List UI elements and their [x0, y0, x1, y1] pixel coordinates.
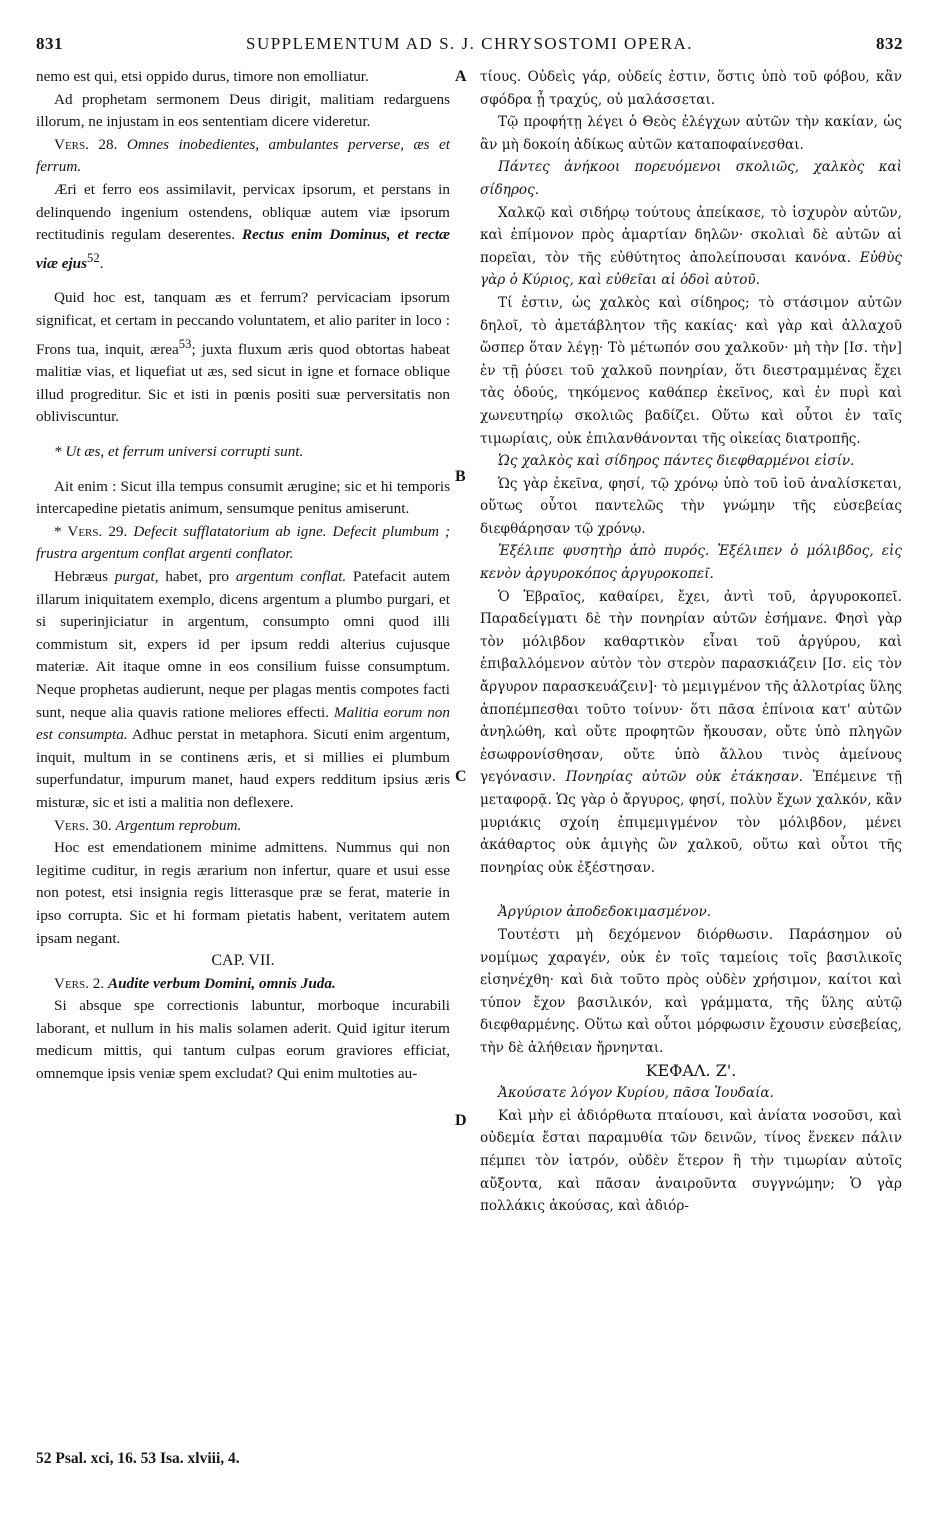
verse-text: Omnes inobedientes, ambulantes perverse, æs et ferrum.	[36, 135, 450, 176]
latin-text: Hebræus	[54, 568, 108, 585]
latin-quotation: Rectus enim Dominus, et rectæ viæ ejus	[36, 226, 451, 272]
greek-verse: Ἀκούσατε λόγον Κυρίου, πᾶσα Ἰουδαία.	[498, 1085, 774, 1102]
greek-verse: Ὡς χαλκὸς καὶ σίδηρος πάντες διεφθαρμένοι εἰσίν.	[498, 453, 855, 470]
running-title: SUPPLEMENTUM AD S. J. CHRYSOSTOMI OPERA.	[246, 34, 693, 53]
latin-italic: argentum conflat.	[235, 568, 347, 585]
latin-verse-heading: * Ut æs, et ferrum universi corrupti sunt.	[54, 443, 304, 461]
latin-column	[36, 66, 450, 1086]
verse-label: Vers. 28.	[54, 135, 118, 153]
footnote-ref: 52	[87, 250, 100, 265]
latin-text: Æri et ferro eos assimilavit, pervicax ipsorum, et perstans in delinquendo ingenium ostendens, obliquæ autem viæ ipsorum rectitudinis regulam deserentes.	[36, 180, 450, 244]
chapter-heading-latin: CAP. VII.	[211, 952, 275, 970]
greek-text: Ἐπέμεινε τῇ μεταφορᾷ. Ὡς γὰρ ὁ ἄργυρος, φησί, πολὺν ἔχων χαλκόν, κἂν μυριάκις σχοίη ἐπιμεμιγμένον τὸν μόλιβδον, μένει ἀκάθαρτος οὐκ ἀμιγὴς ὢν χαλκοῦ, οὕτω καὶ οὗτοι τῆς πονηρίας οὐκ ἐξέστησαν.	[480, 769, 903, 876]
greek-paragraph: Τουτέστι μὴ δεχόμενον διόρθωσιν. Παράσημον οὐ νομίμως χαραγέν, οὐκ ἐν τοῖς ταμείοις τοῖς βασιλικοῖς εἰσηνέχθη· καὶ διὰ τοῦτο πρὸς οὐδὲν χρήσιμον, καίτοι καὶ τύπον ἔχον βασιλικόν, καὶ γράμματα, τῆς ὕλης αὐτῷ διεφθαρμένης. Οὕτω καὶ οὗτοι μόρφωσιν ἔχουσιν εὐσεβείας, τὴν δὲ ἀλήθειαν ἤρνηνται.	[480, 926, 902, 1056]
greek-quotation: Εὐθὺς γὰρ ὁ Κύριος, καὶ εὐθεῖαι αἱ ὁδοὶ αὐτοῦ.	[480, 249, 902, 289]
latin-paragraph: Hoc est emendationem minime admittens. Nummus qui non legitime cuditur, in regis ærarium non infertur, quare et usui esse non potest, etsi insignia regis litterasque præ se ferat, materie in ipso corrupta. Sic et hi formam pietatis habent, veritatem autem ipsam negant.	[36, 839, 450, 947]
page-number-left: 831	[36, 34, 63, 53]
greek-text: Χαλκῷ καὶ σιδήρῳ τούτους ἀπείκασε, τὸ ἰσχυρὸν αὐτῶν, καὶ ἐπίμονον πρὸς ἁμαρτίαν δηλῶν· σκολιαὶ δὲ αὐτῶν αἱ πορεῖαι, τὸν τῆς εὐθύτητος ἀπολείπουσαι κανόνα.	[480, 204, 902, 266]
verse-text: Audite verbum Domini, omnis Juda.	[107, 974, 336, 992]
page-number-right: 832	[876, 34, 903, 53]
greek-column	[480, 66, 902, 1218]
margin-letter-c: C	[455, 768, 467, 785]
greek-paragraph	[480, 586, 902, 880]
verse-label: * Vers. 29.	[54, 522, 128, 540]
greek-paragraph: Τῷ προφήτῃ λέγει ὁ Θεὸς ἐλέγχων αὐτῶν τὴν κακίαν, ὡς ἂν μὴ δοκοίη ἀδίκως αὐτῶν καταποφαίνεσθαι.	[480, 114, 902, 153]
greek-verse: Ἀργύριον ἀποδεδοκιμασμένον.	[498, 904, 712, 921]
latin-text: Patefacit autem illarum iniquitatem exemplo, dicens argentum a plumbo purgari, et si superinjiciatur in argentum, consumpto omni quod illi commistum sit, expers id per ipsum reddi alterius cujusque materiæ. Ait itaque omne in eos consilium fuisse consumptum. Neque prophetas audierunt, neque per plagas mentis compotes facti sunt, neque alia quavis ratione meliores effecti.	[36, 568, 451, 721]
greek-paragraph	[480, 202, 902, 292]
latin-paragraph: Ait enim : Sicut illa tempus consumit ærugine; sic et hi temporis intercapedine pietatis animum, sensumque penitus amiserunt.	[36, 477, 450, 518]
greek-paragraph: Ὡς γὰρ ἐκεῖνα, φησί, τῷ χρόνῳ ὑπὸ τοῦ ἰοῦ ἀναλίσκεται, οὕτως οὗτοι παντελῶς τὴν γνώμην τῆς εὐσεβείας διεφθάρησαν τῷ χρόνῳ.	[480, 475, 902, 537]
greek-verse: Ἐξέλιπε φυσητὴρ ἀπὸ πυρός. Ἐξέλιπεν ὁ μόλιβδος, εἰς κενὸν ἀργυροκόπος ἀργυροκοπεῖ.	[480, 543, 902, 583]
latin-verse-2	[36, 973, 450, 996]
greek-quotation: Πονηρίας αὐτῶν οὐκ ἐτάκησαν.	[565, 769, 803, 786]
verse-label: Vers. 30.	[54, 816, 112, 834]
latin-verse-28	[36, 134, 450, 179]
latin-verse-30	[36, 815, 450, 838]
greek-text: Ὁ Ἑβραῖος, καθαίρει, ἔχει, ἀντὶ τοῦ, ἀργυροκοπεῖ. Παραδείγματι δὲ τὴν πονηρίαν αὐτῶν ἐσήμανε. Φησὶ γὰρ τὸν μόλιβδον καθαρτικὸν εἶναι τοῦ ἀργύρου, καὶ ἐπιβαλλόμενον αὐτὸν τὸν στερὸν παρασκιάζειν [Ισ. εἰς τὸν ἄργυρον παρασκευάζειν]· τὸ μεμιγμένον τῆς ἀλλοτρίας ὕλης ἀποπέμπεσθαι τοῦτο τοίνυν· ὅτι πᾶσα ἐπίνοια κατ' αὐτῶν ἀνηλώθη, καὶ οὔτε προφητῶν ἤκουσαν, οὔτε ὑπὸ πληγῶν ἐσωφρονίσθησαν, οὔτε ὑπὸ ἄλλου τινὸς ἀμείνους γεγόνασιν.	[480, 588, 902, 786]
latin-paragraph	[36, 287, 450, 429]
latin-paragraph: Ad prophetam sermonem Deus dirigit, malitiam redarguens illorum, ne injustam in eos sententiam dicere videretur.	[36, 90, 450, 131]
latin-text: habet, pro	[165, 568, 230, 585]
chapter-heading-greek: ΚΕΦΑΛ. Ζ'.	[645, 1060, 737, 1080]
greek-paragraph: Τί ἐστιν, ὡς χαλκὸς καὶ σίδηρος; τὸ στάσιμον αὐτῶν δηλοῖ, τὸ ἀμετάβλητον τῆς κακίας· καὶ γὰρ καὶ ἀλλαχοῦ ὥσπερ ὅταν λέγῃ· Τὸ μέτωπόν σου χαλκοῦν· μὴ τὴν [Ισ. τὴν] ἐν τῇ ῥύσει τοῦ χαλκοῦ πονηρίαν, ὅτι διεστραμμένας ἔχει τὰς ὁδούς, τηκόμενος καθάπερ ἐκεῖνος, καὶ ἐν πυρὶ καὶ χωνευτηρίῳ σκολιῶς βαδίζει. Οὕτω καὶ οὗτοι ἐν ταῖς τιμωρίαις, οὐκ ἐπιλανθάνονται τῆς οἰκείας διατροπῆς.	[480, 294, 902, 447]
latin-paragraph	[36, 566, 450, 815]
latin-paragraph: nemo est qui, etsi oppido durus, timore non emolliatur.	[36, 68, 369, 85]
margin-letter-a: A	[455, 68, 467, 85]
greek-verse: Πάντες ἀνήκοοι πορευόμενοι σκολιῶς, χαλκὸς καὶ σίδηρος.	[480, 159, 902, 198]
verse-label: Vers. 2.	[54, 974, 105, 992]
greek-paragraph: Καὶ μὴν εἰ ἀδιόρθωτα πταίουσι, καὶ ἀνίατα νοσοῦσι, καὶ οὐδεμία ἔσται παραμυθία τῶν δεινῶν, τίνος ἕνεκεν πάλιν πέμπει τὸν ἰατρόν, οὐδὲν ἕτερον ἢ τὴν τιμωρίαν αὐτοῖς αὔξοντα, καὶ πᾶσαν ἀναιροῦντα συγγνώμην; Ὁ γὰρ πολλάκις ἀκούσας, καὶ ἀδιόρ-	[480, 1107, 902, 1215]
latin-verse-29	[36, 521, 450, 566]
latin-text: Quid hoc est, tanquam æs et ferrum? pervicaciam ipsorum significat, et certam in peccando voluntatem, et alio pariter in loco : Frons tua, inquit, ærea	[36, 289, 450, 358]
footnote-ref: 53	[178, 336, 192, 351]
margin-letter-b: B	[455, 468, 466, 485]
latin-paragraph: Si absque spe correctionis labuntur, morboque incurabili laborant, et nullum in his malis solamen aderit. Quid igitur iterum medicum mittis, qui tantum culpas eorum graviores efficiat, omnemque ipsis veniæ spem excludat? Qui enim multoties au-	[36, 997, 450, 1083]
verse-text: Defecit sufflatatorium ab igne. Defecit plumbum ; frustra argentum conflat argenti conflator.	[36, 522, 451, 563]
footnotes: 52 Psal. xci, 16. 53 Isa. xlviii, 4.	[36, 1450, 240, 1467]
latin-italic: Malitia eorum non est consumpta.	[36, 703, 450, 744]
latin-paragraph: Æri et ferro eos assimilavit, pervicax ipsorum, et perstans in delinquendo ingenium ostendens, obliquæ autem viæ ipsorum rectitudinis regulam deserentes. Rectus enim Dominus, et rectæ viæ ejus$^{52}$.	[36, 180, 451, 272]
latin-text: ; juxta fluxum æris quod obtortas habeat malitiæ vias, et liquefiat ut æs, sed sicut in igne et fornace oblique illud progreditur. Sic et isti in pœnis positi suæ perversitatis non obliviscuntur.	[36, 340, 450, 426]
margin-letter-d: D	[455, 1112, 467, 1129]
latin-italic: purgat,	[114, 568, 159, 585]
greek-paragraph: τίους. Οὐδεὶς γάρ, οὐδείς ἐστιν, ὅστις ὑπὸ τοῦ φόβου, κἂν σφόδρα ᾖ τραχύς, οὐ μαλάσσεται.	[480, 69, 902, 108]
latin-text: Adhuc perstat in metaphora. Sicuti enim argentum, inquit, multum in se continens æris, et si millies ei plumbum superfundatur, impurum manet, haud expers redditum ipsius æris misturæ, sic et isti a malitia non deflexere.	[36, 726, 450, 811]
verse-text: Argentum reprobum.	[115, 816, 242, 834]
running-header	[36, 34, 903, 58]
